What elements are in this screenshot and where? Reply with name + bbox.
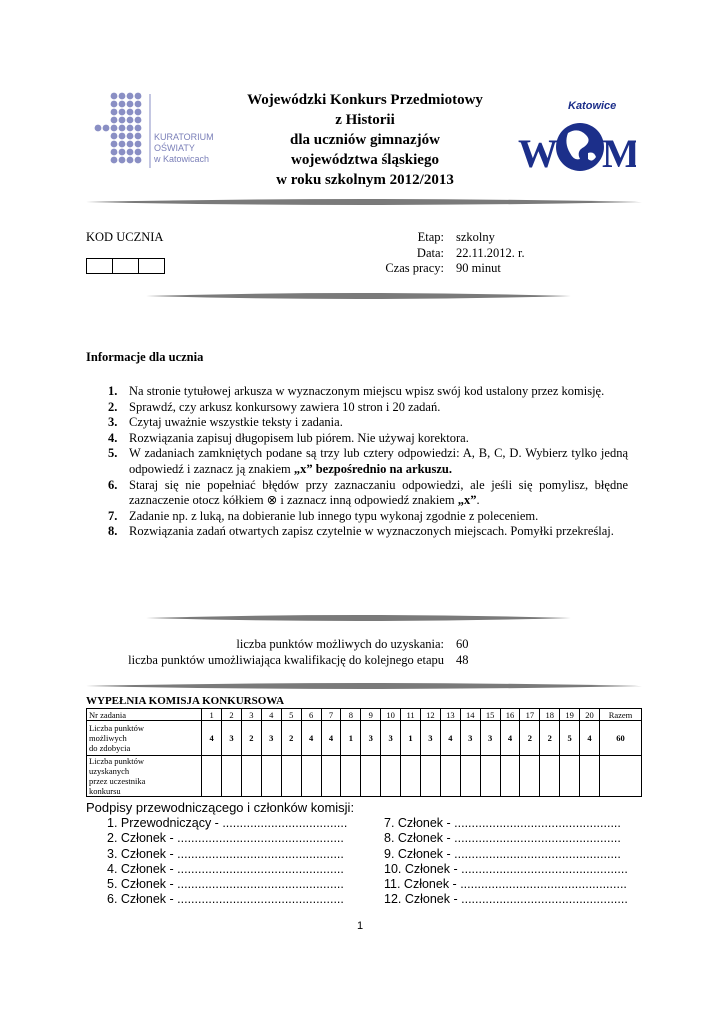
code-box[interactable] <box>112 258 139 274</box>
svg-text:w Katowicach: w Katowicach <box>154 154 210 164</box>
divider-rule <box>86 197 642 207</box>
task-number-cell: 18 <box>540 709 560 721</box>
title-line: Wojewódzki Konkurs Przedmiotowy <box>247 92 483 108</box>
task-number-cell: 19 <box>560 709 580 721</box>
points-labels <box>128 637 444 668</box>
row-header: Nr zadania <box>87 709 202 721</box>
earned-points-cell[interactable] <box>500 756 520 797</box>
max-points-cell: 2 <box>281 721 301 756</box>
row-header: Liczba punktów możliwych do zdobycia <box>87 721 202 756</box>
divider-rule <box>146 613 571 623</box>
max-points-cell: 4 <box>202 721 222 756</box>
earned-points-cell[interactable] <box>480 756 500 797</box>
code-box[interactable] <box>138 258 165 274</box>
max-points-cell: 5 <box>560 721 580 756</box>
earned-points-row <box>87 756 642 797</box>
list-item: 8. Rozwiązania zadań otwartych zapisz czytelnie w wyznaczonych miejscach. Pomyłki przekreślaj. <box>108 524 614 539</box>
earned-points-cell[interactable] <box>321 756 341 797</box>
earned-points-cell[interactable] <box>381 756 401 797</box>
signature-line[interactable]: 10. Członek - ................................................ <box>384 861 628 876</box>
wom-logo <box>518 95 636 187</box>
task-number-cell: 10 <box>381 709 401 721</box>
signature-line[interactable]: 6. Członek - ................................................ <box>107 892 344 907</box>
duration-label: Czas pracy: <box>385 261 444 275</box>
task-number-cell: 12 <box>420 709 440 721</box>
svg-text:OŚWIATY: OŚWIATY <box>154 143 195 153</box>
task-number-cell: 1 <box>202 709 222 721</box>
earned-points-cell[interactable] <box>361 756 381 797</box>
title-line: województwa śląskiego <box>291 152 439 168</box>
max-points-cell: 3 <box>261 721 281 756</box>
task-number-cell: 3 <box>241 709 261 721</box>
max-points-cell: 4 <box>321 721 341 756</box>
stage-value: szkolny <box>456 230 495 244</box>
max-points-cell: 3 <box>361 721 381 756</box>
svg-text:Katowice: Katowice <box>568 100 617 112</box>
max-points-cell: 2 <box>520 721 540 756</box>
student-code-boxes[interactable] <box>86 258 164 274</box>
max-points-cell: 2 <box>241 721 261 756</box>
signatures-title: Podpisy przewodniczącego i członków komisji: <box>86 800 355 815</box>
max-points-cell: 4 <box>580 721 600 756</box>
points-values <box>456 637 469 668</box>
duration-value: 90 minut <box>456 261 501 275</box>
divider-rule <box>86 681 642 691</box>
signature-line[interactable]: 8. Członek - ................................................ <box>384 831 621 846</box>
signature-line[interactable]: 12. Członek - ................................................ <box>384 892 628 907</box>
page-number: 1 <box>357 920 364 932</box>
signatures-left <box>107 816 347 908</box>
max-points-cell: 3 <box>460 721 480 756</box>
max-points-cell: 3 <box>480 721 500 756</box>
date-value: 22.11.2012. r. <box>456 245 525 260</box>
earned-points-cell[interactable] <box>202 756 222 797</box>
task-number-cell: 4 <box>261 709 281 721</box>
signature-line[interactable]: 3. Członek - ................................................ <box>107 846 344 861</box>
signature-line[interactable]: 5. Członek - ................................................ <box>107 877 344 892</box>
max-points-cell: 3 <box>222 721 242 756</box>
max-points-cell: 60 <box>600 721 642 756</box>
instructions-list <box>108 384 628 540</box>
signatures-right <box>384 816 628 908</box>
task-number-cell: 16 <box>500 709 520 721</box>
list-item: 1. Na stronie tytułowej arkusza w wyznaczonym miejscu wpisz swój kod ustalony przez komisję. <box>108 384 605 398</box>
list-item: 3. Czytaj uważnie wszystkie teksty i zadania. <box>108 415 343 430</box>
max-points-cell: 3 <box>381 721 401 756</box>
qualify-points-label: liczba punktów umożliwiająca kwalifikację do kolejnego etapu <box>128 652 444 667</box>
task-number-cell: 5 <box>281 709 301 721</box>
list-item: 5. W zadaniach zamkniętych podane są trzy lub cztery odpowiedzi: A, B, C, D. Wybierz tylko jedną odpowiedź i zaznacz ją znakiem „x” bezpośrednio na arkuszu. <box>108 446 628 476</box>
svg-text:KURATORIUM: KURATORIUM <box>154 132 214 142</box>
task-number-cell: 15 <box>480 709 500 721</box>
task-number-cell: 14 <box>460 709 480 721</box>
max-points-row <box>87 721 642 756</box>
exam-meta-values <box>456 230 525 277</box>
wom-globe-icon <box>518 95 636 187</box>
student-code-label: KOD UCZNIA <box>86 230 164 244</box>
max-points-value: 60 <box>456 637 469 651</box>
earned-points-cell[interactable] <box>241 756 261 797</box>
task-number-cell: 6 <box>301 709 321 721</box>
task-number-row <box>87 709 642 721</box>
max-points-label: liczba punktów możliwych do uzyskania: <box>236 637 444 651</box>
list-item: 4. Rozwiązania zapisuj długopisem lub piórem. Nie używaj korektora. <box>108 430 469 445</box>
max-points-cell: 4 <box>500 721 520 756</box>
list-item: 6. Staraj się nie popełniać błędów przy zaznaczaniu odpowiedzi, ale jeśli się pomylisz, błędne zaznaczenie otocz kółkiem ⊗ i zaznacz inną odpowiedź znakiem „x”. <box>108 477 628 508</box>
earned-points-cell[interactable] <box>341 756 361 797</box>
earned-points-cell[interactable] <box>401 756 421 797</box>
task-number-cell: 7 <box>321 709 341 721</box>
task-number-cell: Razem <box>600 709 642 721</box>
signature-line[interactable]: 9. Członek - ................................................ <box>384 846 621 861</box>
signature-line[interactable]: 2. Członek - ................................................ <box>107 831 344 846</box>
list-item: 7. Zadanie np. z luką, na dobieranie lub innego typu wykonaj zgodnie z poleceniem. <box>108 508 539 523</box>
title-line: w roku szkolnym 2012/2013 <box>276 172 454 188</box>
earned-points-cell[interactable] <box>261 756 281 797</box>
wom-letter-m: M <box>602 131 636 176</box>
earned-points-cell[interactable] <box>301 756 321 797</box>
task-number-cell: 11 <box>401 709 421 721</box>
stage-label: Etap: <box>417 230 444 244</box>
score-table <box>86 708 642 797</box>
title-line: dla uczniów gimnazjów <box>290 132 440 148</box>
max-points-cell: 3 <box>420 721 440 756</box>
max-points-cell: 4 <box>301 721 321 756</box>
signature-line[interactable]: 1. Przewodniczący - .................................... <box>107 816 348 830</box>
info-title: Informacje dla ucznia <box>86 350 204 364</box>
max-points-cell: 2 <box>540 721 560 756</box>
earned-points-cell[interactable] <box>222 756 242 797</box>
task-number-cell: 17 <box>520 709 540 721</box>
date-label: Data: <box>416 245 444 260</box>
signature-line[interactable]: 11. Członek - ................................................ <box>384 877 627 892</box>
task-number-cell: 2 <box>222 709 242 721</box>
earned-points-cell[interactable] <box>600 756 642 797</box>
committee-title: WYPEŁNIA KOMISJA KONKURSOWA <box>86 695 285 707</box>
earned-points-cell[interactable] <box>540 756 560 797</box>
list-item: 2. Sprawdź, czy arkusz konkursowy zawiera 10 stron i 20 zadań. <box>108 399 441 414</box>
row-header: Liczba punktów uzyskanych przez uczestnika konkursu <box>87 756 202 797</box>
task-number-cell: 20 <box>580 709 600 721</box>
signature-line[interactable]: 7. Członek - ................................................ <box>384 816 621 830</box>
contest-title <box>195 90 535 190</box>
earned-points-cell[interactable] <box>560 756 580 797</box>
divider-rule <box>146 291 571 301</box>
earned-points-cell[interactable] <box>281 756 301 797</box>
max-points-cell: 4 <box>440 721 460 756</box>
signature-line[interactable]: 4. Członek - ................................................ <box>107 861 344 876</box>
exam-meta-labels <box>350 230 444 277</box>
task-number-cell: 9 <box>361 709 381 721</box>
wom-letter-w: W <box>518 131 558 176</box>
max-points-cell: 1 <box>341 721 361 756</box>
earned-points-cell[interactable] <box>460 756 480 797</box>
earned-points-cell[interactable] <box>420 756 440 797</box>
max-points-cell: 1 <box>401 721 421 756</box>
task-number-cell: 8 <box>341 709 361 721</box>
qualify-points-value: 48 <box>456 652 469 667</box>
title-line: z Historii <box>335 112 395 128</box>
task-number-cell: 13 <box>440 709 460 721</box>
code-box[interactable] <box>86 258 113 274</box>
earned-points-cell[interactable] <box>580 756 600 797</box>
earned-points-cell[interactable] <box>520 756 540 797</box>
earned-points-cell[interactable] <box>440 756 460 797</box>
